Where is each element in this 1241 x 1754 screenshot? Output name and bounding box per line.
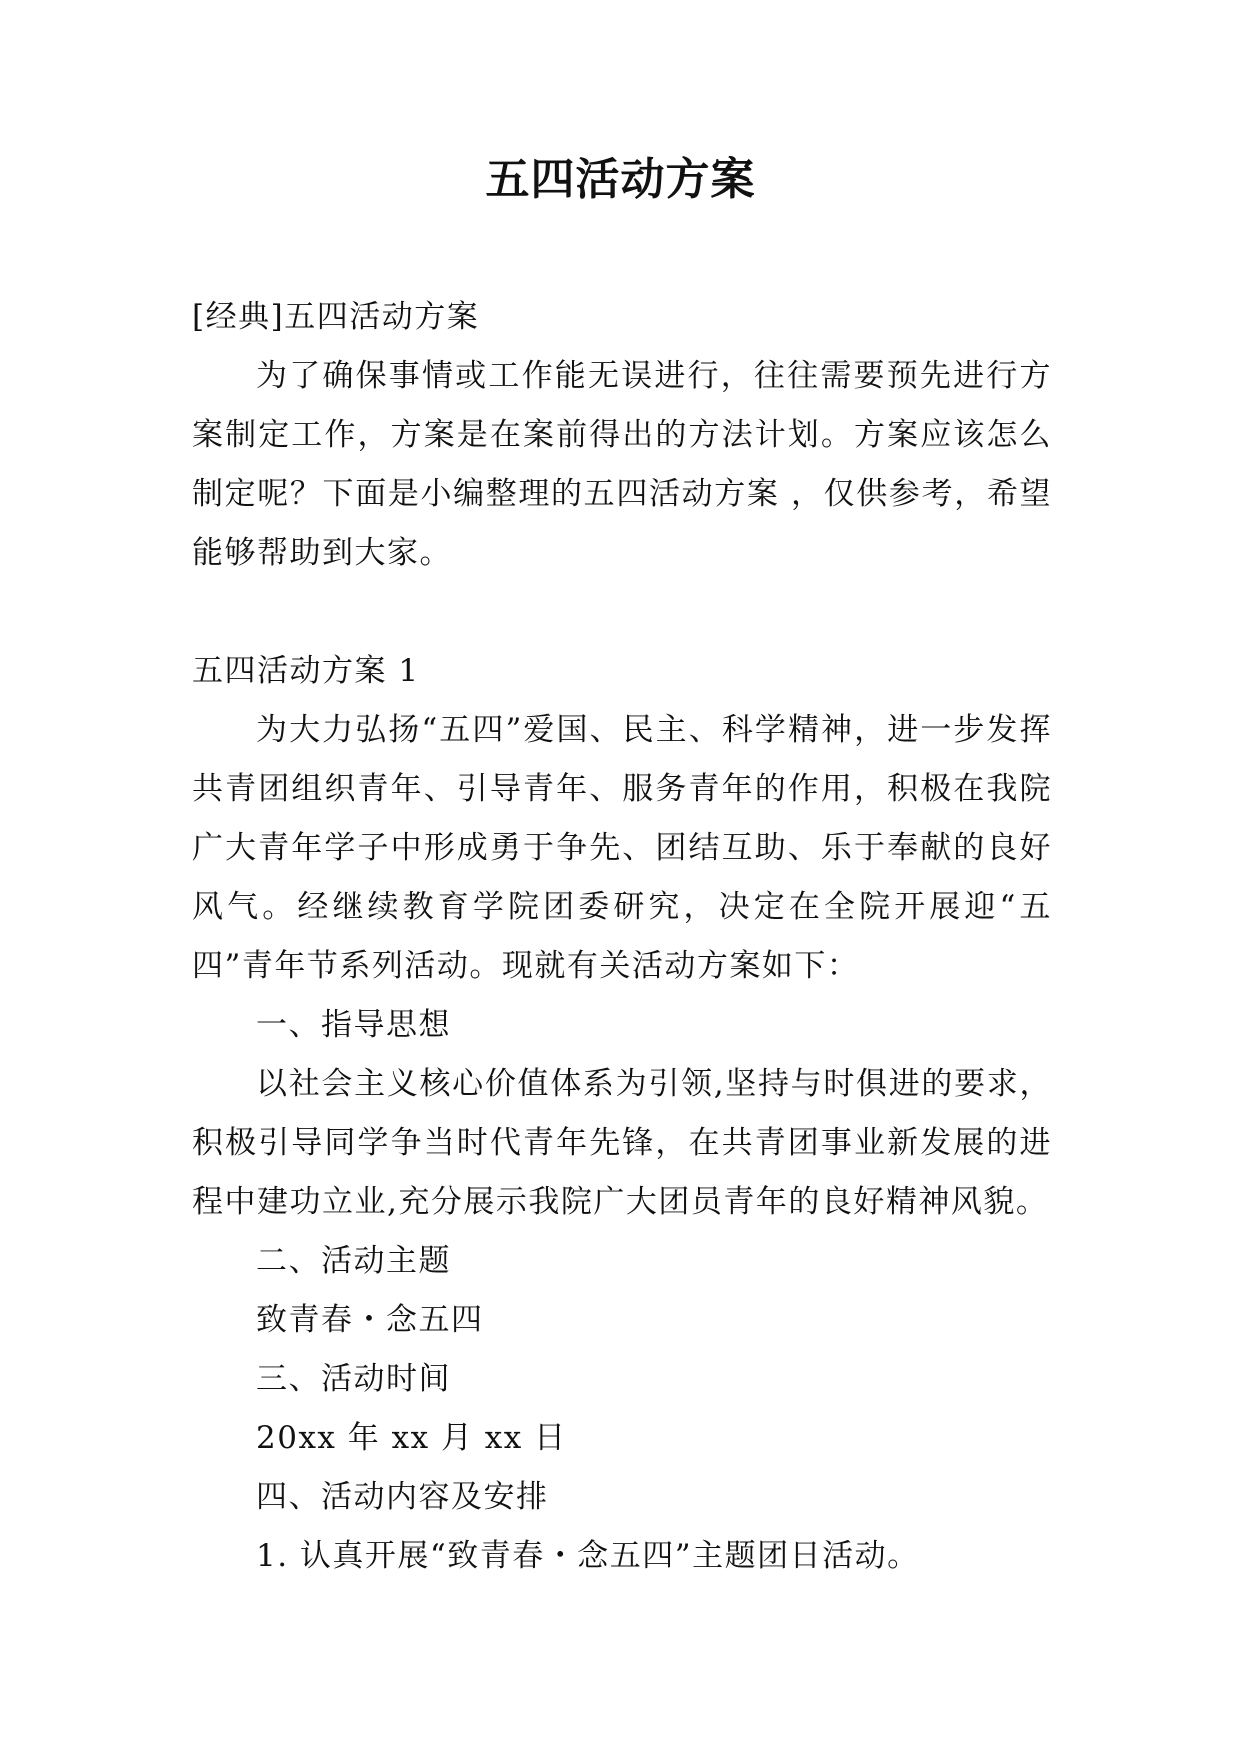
activity-content-item: 1. 认真开展“致青春・念五四”主题团日活动。 xyxy=(256,1538,920,1574)
activity-content-heading: 四、活动内容及安排 xyxy=(256,1479,549,1515)
intro-paragraph: 为了确保事情或工作能无误进行，往往需要预先进行方案制定工作，方案是在案前得出的方法计划。方案应该怎么制定呢？下面是小编整理的五四活动方案 ，仅供参考，希望能够帮助到大家。 xyxy=(192,358,1052,571)
activity-time-text: 20xx 年 xx 月 xx 日 xyxy=(256,1420,567,1456)
document-subtitle: [经典]五四活动方案 xyxy=(192,299,480,335)
activity-theme-heading: 二、活动主题 xyxy=(256,1243,451,1279)
section-heading: 五四活动方案 1 xyxy=(192,653,420,689)
activity-time-heading: 三、活动时间 xyxy=(256,1361,451,1397)
document-body xyxy=(192,288,1052,1586)
guiding-ideology-heading: 一、指导思想 xyxy=(256,1007,451,1043)
section-paragraph: 为大力弘扬“五四”爱国、民主、科学精神，进一步发挥共青团组织青年、引导青年、服务青年的作用，积极在我院广大青年学子中形成勇于争先、团结互助、乐于奉献的良好风气。经继续教育学院团委研究，决定在全院开展迎“五四”青年节系列活动。现就有关活动方案如下： xyxy=(192,712,1052,984)
guiding-ideology-text: 以社会主义核心价值体系为引领,坚持与时俱进的要求，积极引导同学争当时代青年先锋，在共青团事业新发展的进程中建功立业,充分展示我院广大团员青年的良好精神风貌。 xyxy=(192,1066,1052,1220)
document-title: 五四活动方案 xyxy=(485,154,756,205)
activity-theme-text: 致青春・念五四 xyxy=(256,1302,484,1338)
paragraph-spacer xyxy=(192,583,1052,642)
